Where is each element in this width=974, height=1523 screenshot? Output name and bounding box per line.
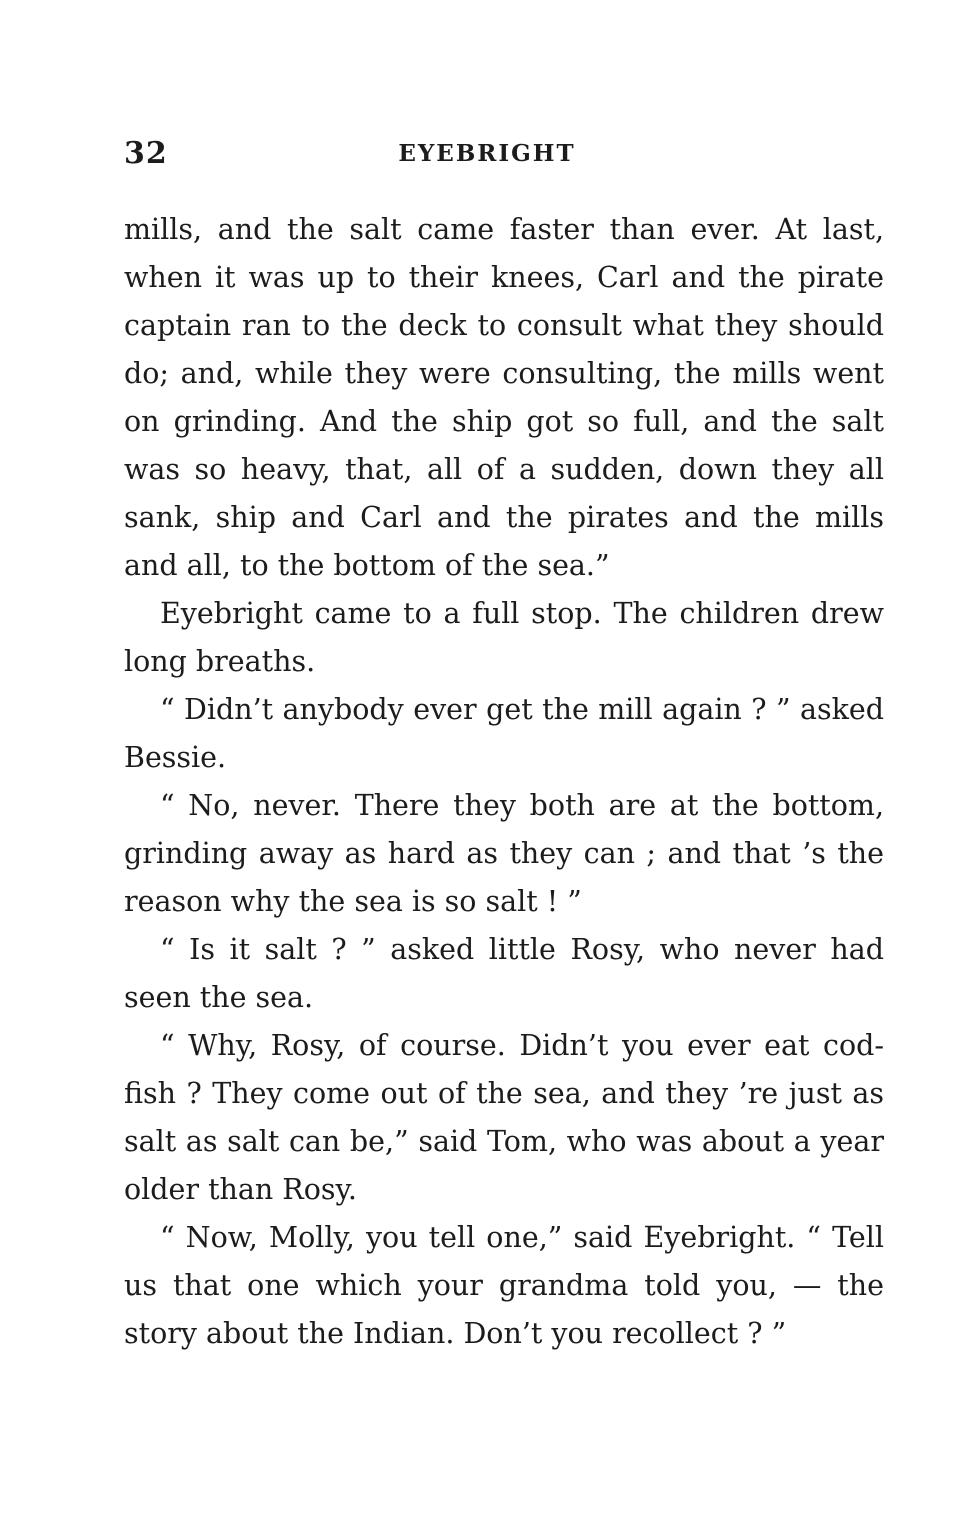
body-text <box>124 206 884 1358</box>
paragraph: “ No, never. There they both are at the bottom, grinding away as hard as they can ; and that ’s the reason why the sea is so salt ! ” <box>124 789 884 918</box>
paragraph: Eyebright came to a full stop. The children drew long breaths. <box>124 597 884 678</box>
paragraph: “ Didn’t anybody ever get the mill again ? ” asked Bessie. <box>124 693 884 774</box>
running-title: EYEBRIGHT <box>398 140 576 167</box>
paragraph: “ Now, Molly, you tell one,” said Eyebright. “ Tell us that one which your grandma told you, — the story about the Indian. Don’t you recollect ? ” <box>124 1221 884 1350</box>
paragraph-continued: mills, and the salt came faster than ever. At last, when it was up to their knees, Carl and the pirate captain ran to the deck to consult what they should do; and, while they were consulting, the mills went on grinding. And the ship got so full, and the salt was so heavy, that, all of a sudden, down they all sank, ship and Carl and the pirates and the mills and all, to the bottom of the sea.” <box>124 213 884 582</box>
paragraph: “ Is it salt ? ” asked little Rosy, who never had seen the sea. <box>124 933 884 1014</box>
page-number: 32 <box>124 136 168 171</box>
paragraph: “ Why, Rosy, of course. Didn’t you ever eat cod-fish ? They come out of the sea, and they ’re just as salt as salt can be,” said Tom, who was about a year older than Rosy. <box>124 1029 884 1206</box>
